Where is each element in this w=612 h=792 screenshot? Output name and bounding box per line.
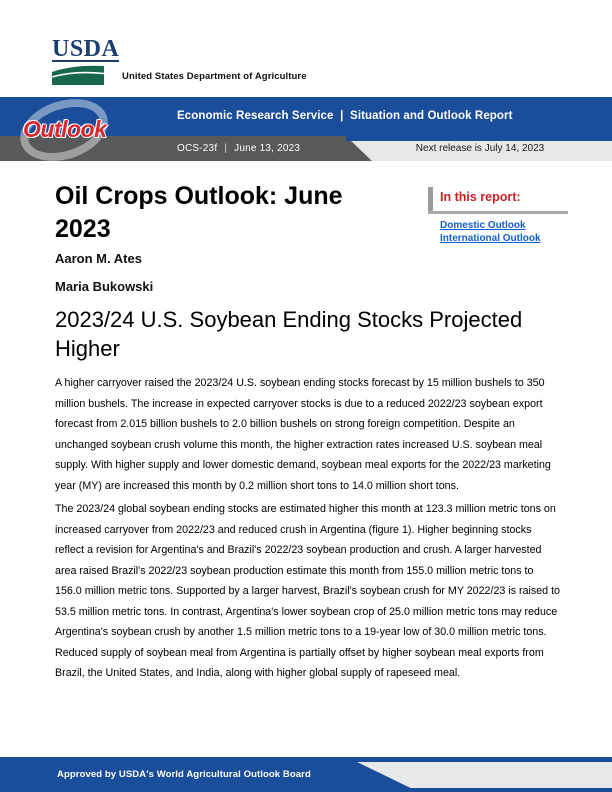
link-domestic-outlook[interactable]: Domestic Outlook — [440, 220, 526, 231]
in-this-report-links — [440, 219, 541, 245]
issue-code: OCS-23f — [177, 143, 218, 154]
in-this-report-rule — [428, 211, 568, 214]
body-paragraph: A higher carryover raised the 2023/24 U.S. soybean ending stocks forecast by 15 million bushels to 350 million bushels. The increase in expected carryover stocks is due to a reduced 2022/23 soybean export forecast from 2.015 billion bushels to 2.0 billion bushels on strong foreign competition. Despite an unchanged soybean crush volume this month, the higher extraction rates increased U.S. soybean meal supply. With higher supply and lower domestic demand, soybean meal exports for the 2022/23 marketing year (MY) are increased this month by 0.2 million short tons to 14.0 million short tons. — [55, 377, 551, 492]
page-title: Oil Crops Outlook: June 2023 — [55, 182, 343, 243]
author-name: Aaron M. Ates — [55, 251, 142, 266]
in-this-report-bar — [428, 187, 433, 213]
usda-field-icon — [52, 63, 104, 85]
footer-band — [0, 757, 612, 792]
usda-wordmark: USDA — [52, 36, 120, 62]
issue-line — [177, 136, 300, 161]
agency-tagline: United States Department of Agriculture — [122, 71, 307, 82]
issue-separator: | — [224, 143, 228, 154]
body-paragraph: The 2023/24 global soybean ending stocks are estimated higher this month at 123.3 million metric tons on increased carryover from 2022/23 and reduced crush in Argentina (figure 1). Higher beginning stocks reflect a revision for Argentina's and Brazil's 2022/23 soybean production and crush. A larger harvested area raised Brazil's 2022/23 soybean production estimate this month from 155.0 million metric tons to 156.0 million metric tons. Supported by a larger harvest, Brazil's soybean crush for MY 2022/23 is raised to 53.5 million metric tons. In contrast, Argentina's lower soybean crop of 25.0 million metric tons may reduce Argentina's soybean crush by another 1.5 million metric tons to a 19-year low of 30.0 million metric tons. Reduced supply of soybean meal from Argentina is partially offset by higher soybean meal exports from Brazil, the United States, and India, along with higher global supply of rapeseed meal. — [55, 503, 560, 679]
section-heading: 2023/24 U.S. Soybean Ending Stocks Projected Higher — [55, 307, 523, 361]
issue-date: June 13, 2023 — [234, 143, 301, 154]
approval-note: Approved by USDA's World Agricultural Outlook Board — [57, 769, 311, 780]
service-line: Economic Research Service | Situation and Outlook Report — [177, 110, 513, 122]
outlook-logo: Outlook — [23, 116, 107, 142]
footer-gray-wedge — [357, 762, 612, 788]
author-name: Maria Bukowski — [55, 279, 154, 294]
link-international-outlook[interactable]: International Outlook — [440, 233, 541, 244]
next-release-note: Next release is July 14, 2023 — [415, 143, 545, 154]
in-this-report-label: In this report: — [440, 190, 521, 204]
usda-logo — [52, 36, 120, 85]
